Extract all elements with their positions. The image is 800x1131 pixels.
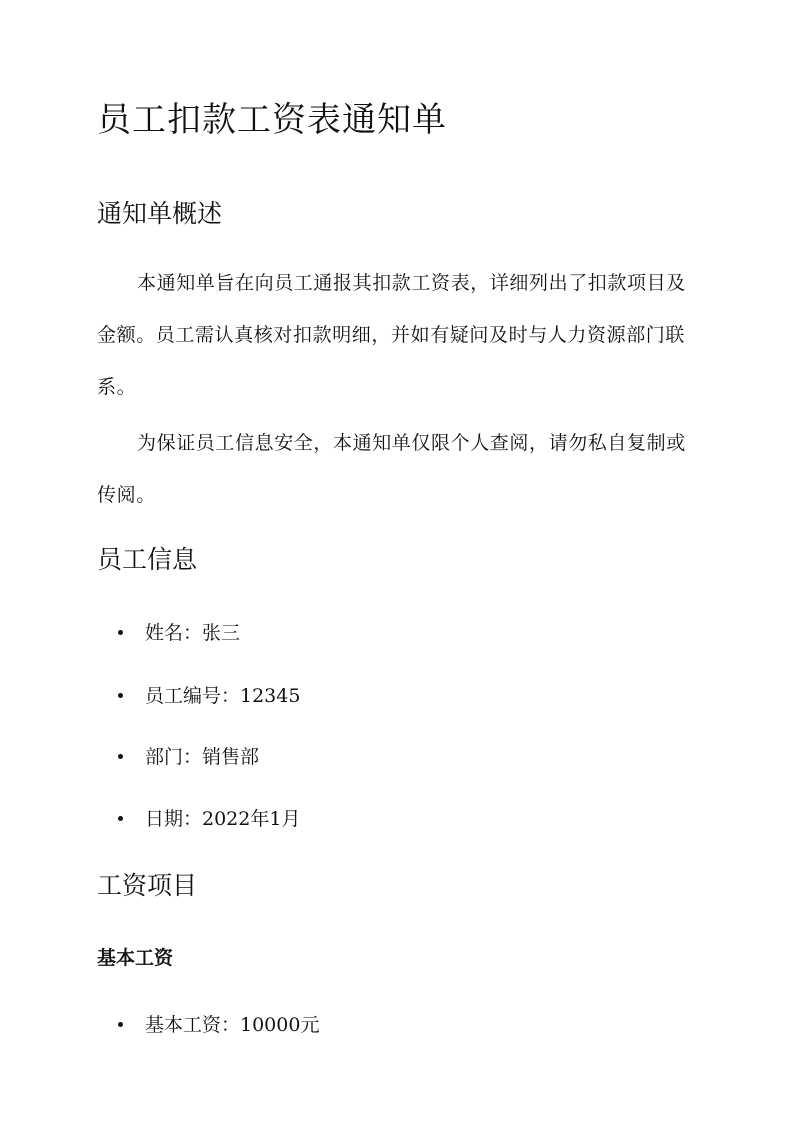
list-item bbox=[118, 742, 259, 769]
basic-salary-value: 基本工资：10000元 bbox=[145, 1014, 320, 1036]
section-heading-employee-info: 员工信息 bbox=[97, 545, 198, 574]
bullet-icon bbox=[118, 1022, 123, 1027]
employee-id: 员工编号：12345 bbox=[145, 685, 301, 707]
section-heading-overview: 通知单概述 bbox=[97, 199, 223, 228]
notice-date: 日期：2022年1月 bbox=[145, 808, 301, 830]
list-item bbox=[118, 804, 300, 831]
subsection-heading-basic-salary: 基本工资 bbox=[97, 947, 174, 969]
bullet-icon bbox=[118, 816, 123, 821]
overview-paragraph-1: 本通知单旨在向员工通报其扣款工资表，详细列出了扣款项目及金额。员工需认真核对扣款明细，并如有疑问及时与人力资源部门联系。 bbox=[97, 272, 686, 398]
bullet-icon bbox=[118, 693, 123, 698]
bullet-icon bbox=[118, 754, 123, 759]
list-item bbox=[118, 618, 240, 645]
section-heading-salary-items: 工资项目 bbox=[97, 871, 198, 900]
employee-name: 姓名：张三 bbox=[145, 622, 241, 644]
employee-department: 部门：销售部 bbox=[145, 746, 260, 768]
list-item bbox=[118, 681, 300, 708]
document-title: 员工扣款工资表通知单 bbox=[97, 100, 447, 140]
bullet-icon bbox=[118, 630, 123, 635]
list-item bbox=[118, 1010, 319, 1037]
overview-paragraph-2: 为保证员工信息安全，本通知单仅限个人查阅，请勿私自复制或传阅。 bbox=[97, 432, 686, 506]
